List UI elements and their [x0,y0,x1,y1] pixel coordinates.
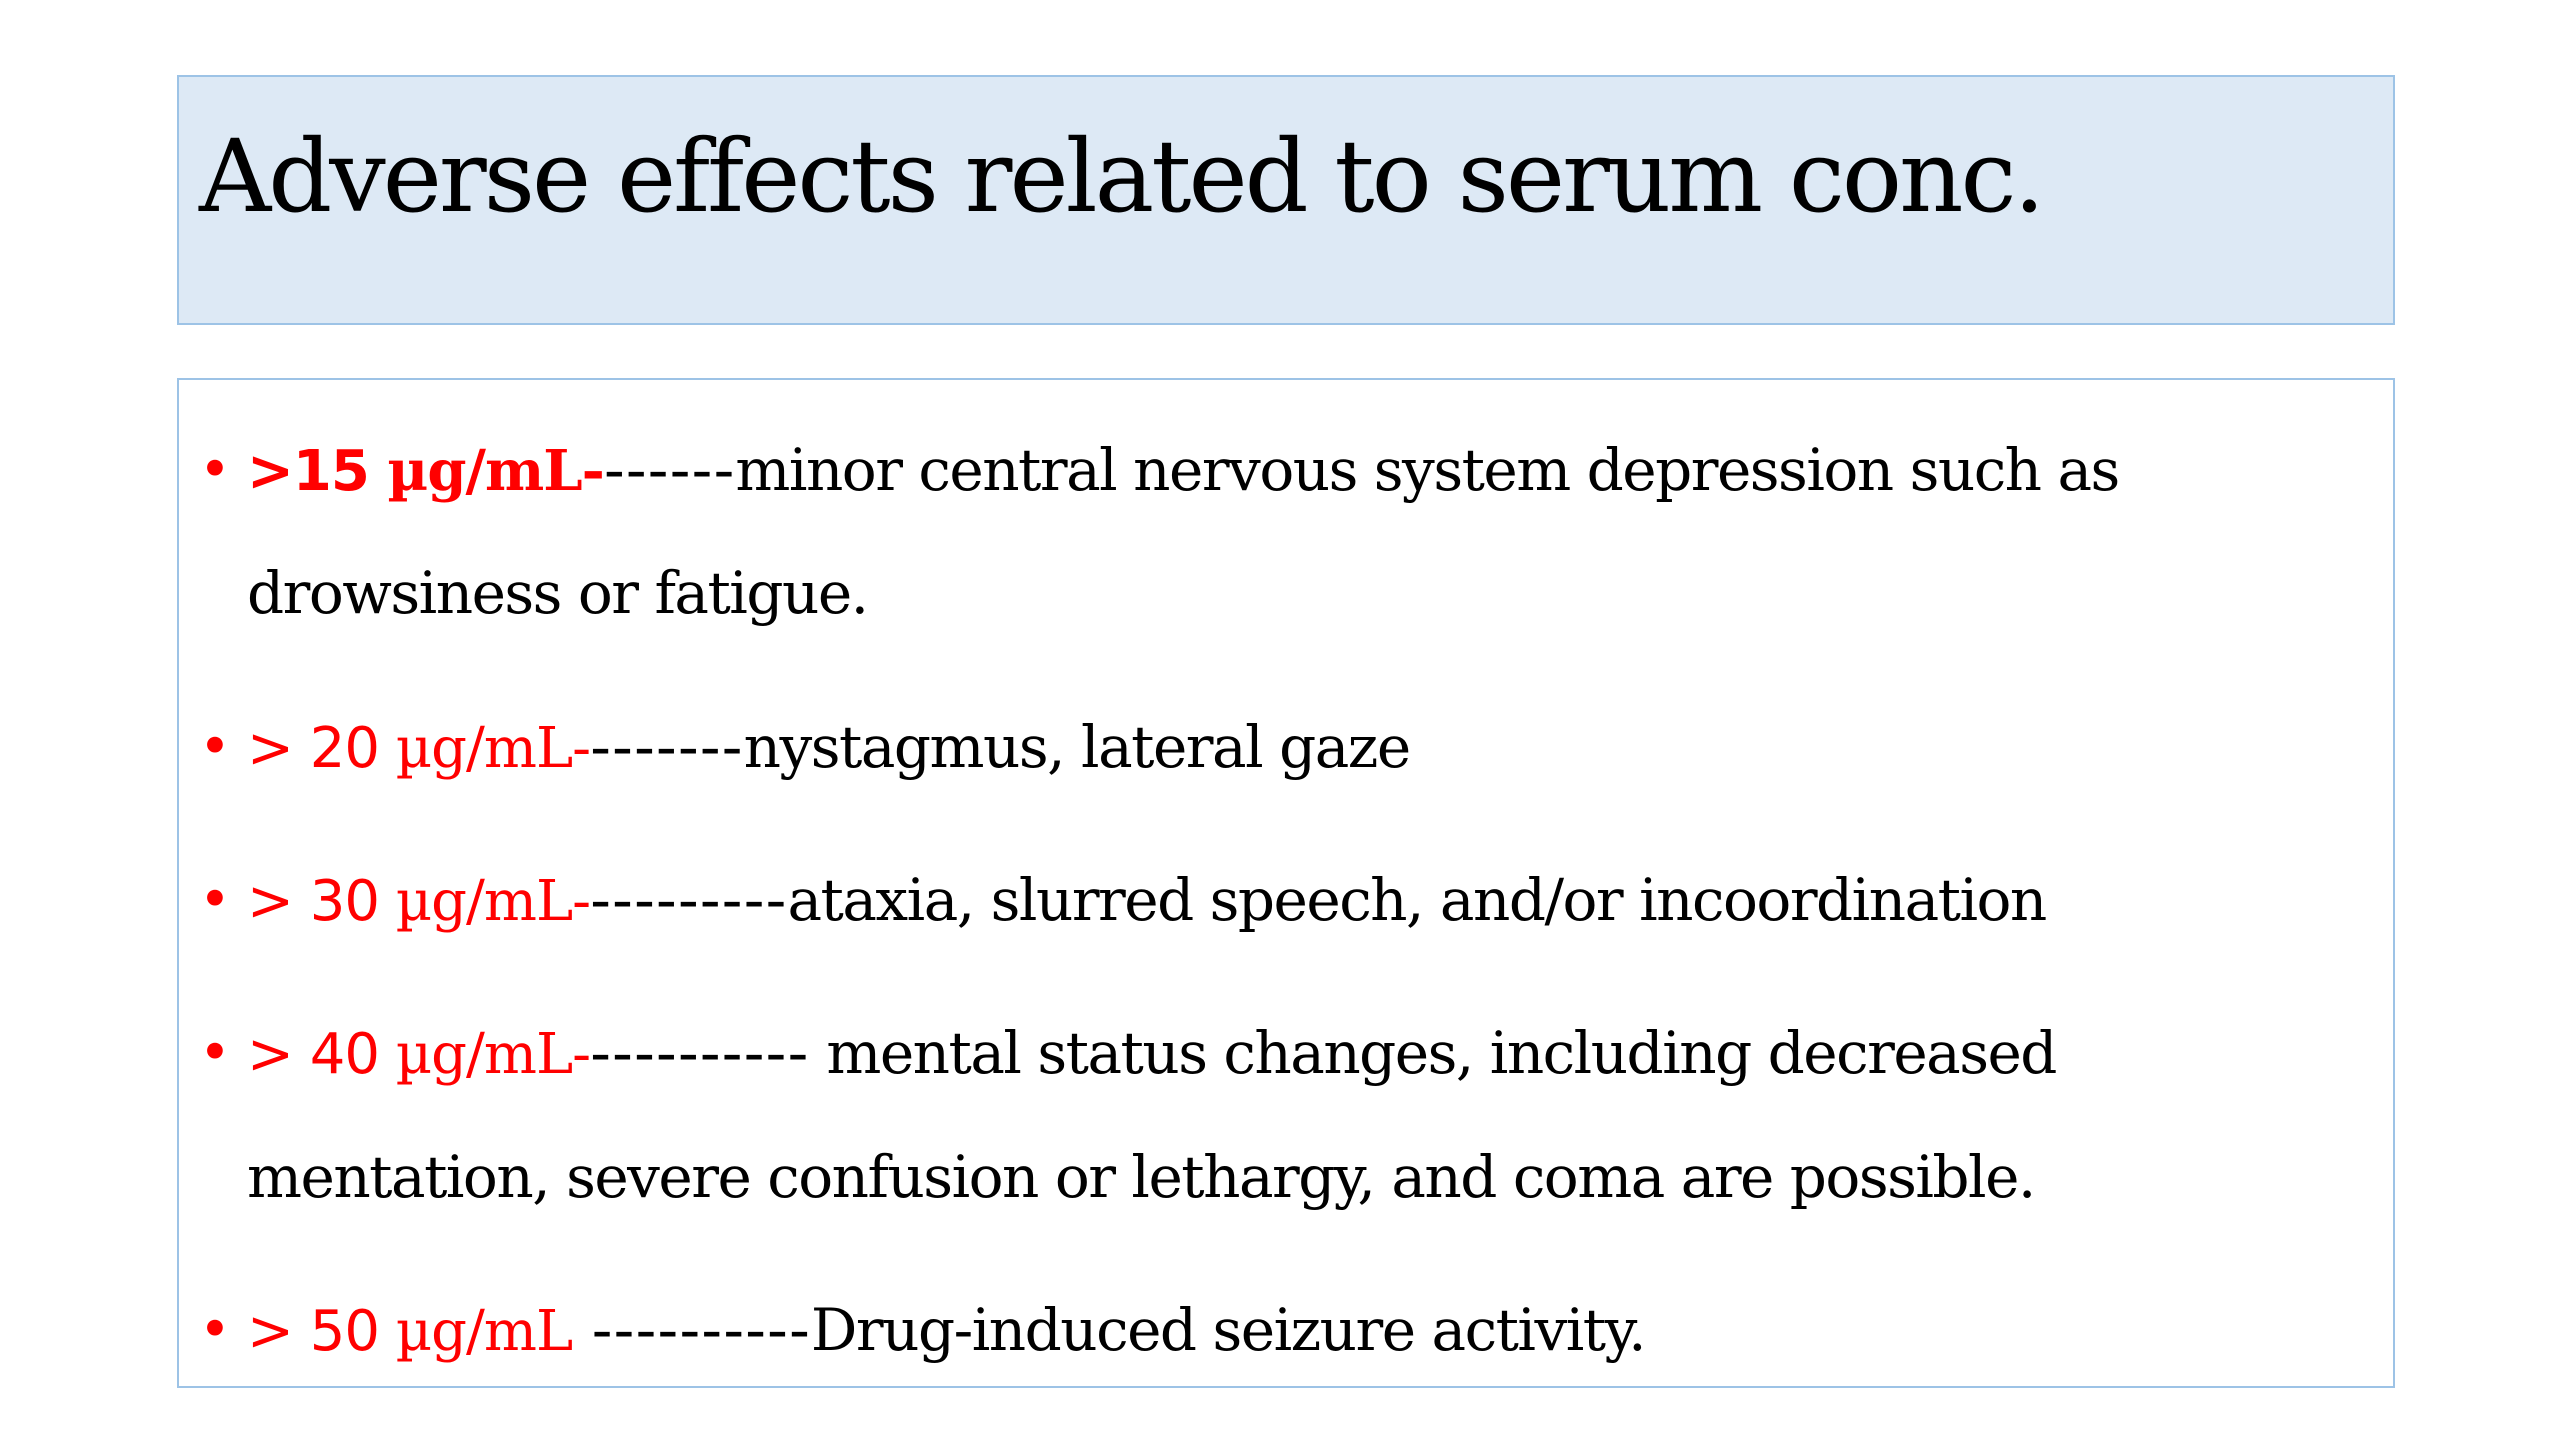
bullet-line-2 [247,702,1410,792]
concentration-threshold: > 50 µg/mL [247,1299,573,1364]
bullet-icon: • [199,1298,231,1361]
effect-text: nystagmus, lateral gaze [743,713,1410,781]
concentration-threshold: > 30 µg/mL- [247,869,591,934]
dash-separator: ---------- [572,1296,811,1364]
bullet-icon: • [199,438,231,501]
dash-separator: ------- [590,713,744,781]
effect-text: Drug-induced seizure activity. [810,1296,1646,1364]
bullet-line-4-continued [247,1132,2035,1222]
bullet-icon: • [199,715,231,778]
effect-text: minor central nervous system depression such as [735,436,2119,504]
bullet-line-4 [247,1008,2056,1098]
dash-separator: ------ [603,436,736,504]
bullet-icon: • [199,868,231,931]
effect-text: ataxia, slurred speech, and/or incoordination [787,866,2046,934]
concentration-threshold: > 40 µg/mL- [247,1022,591,1087]
bullet-icon: • [199,1021,231,1084]
bullet-line-3 [247,855,2046,945]
concentration-threshold: >15 µg/mL- [247,438,604,504]
effect-text: mental status changes, including decreased [809,1019,2056,1087]
dash-separator: ---------- [590,1019,810,1087]
slide-title: Adverse effects related to serum conc. [199,118,2043,235]
bullet-line-1 [247,425,2119,515]
effect-text-continued: mentation, severe confusion or lethargy, and coma are possible. [247,1143,2035,1211]
dash-separator: --------- [590,866,788,934]
concentration-threshold: > 20 µg/mL- [247,716,591,781]
effect-text-continued: drowsiness or fatigue. [247,559,868,627]
content-box [177,378,2395,1388]
bullet-line-1-continued [247,548,868,638]
bullet-line-5 [247,1285,1645,1375]
title-box [177,75,2395,325]
